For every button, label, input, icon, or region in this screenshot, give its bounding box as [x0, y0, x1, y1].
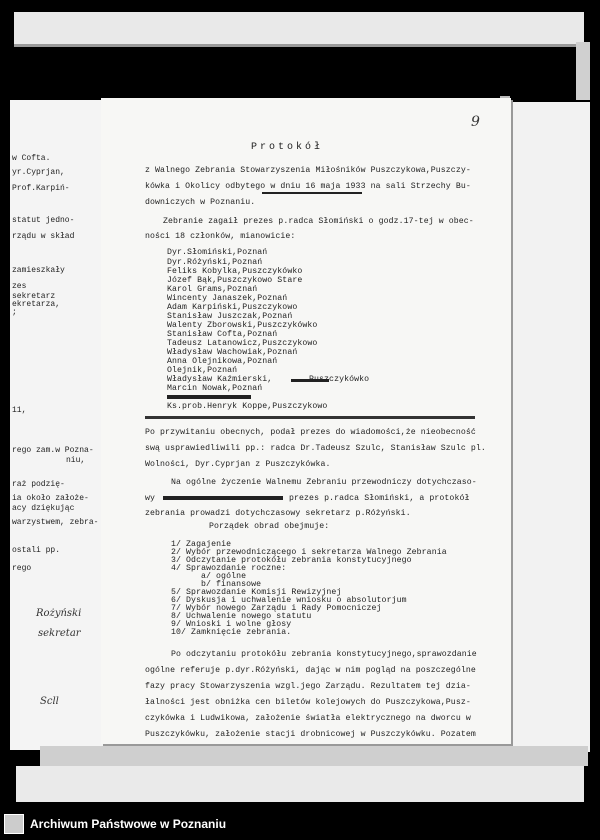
agenda-subitem: b/ finansowe: [201, 580, 262, 589]
left-page-line: sekretarz: [12, 292, 56, 301]
member-entry: Walenty Zborowski,Puszczykówko: [167, 321, 318, 330]
left-page-line: acy dziękując: [12, 504, 75, 513]
agenda-item: 6/ Dyskusja i uchwalenie wniosku o absolutorjum: [171, 596, 407, 605]
report-line: Puszczykówku, założenie stacji drobnicowej w Puszczykówku. Pozatem: [145, 730, 476, 739]
intro-line: z Walnego Zebrania Stowarzyszenia Miłośników Puszczykowa,Puszczy-: [145, 166, 471, 175]
member-entry: Tadeusz Latanowicz,Puszczykowo: [167, 339, 318, 348]
agenda-item: 4/ Sprawozdanie roczne:: [171, 564, 287, 573]
left-page-line: ekretarza,: [12, 300, 61, 309]
document-page: [101, 98, 511, 744]
excused-line: Po przywitaniu obecnych, podał prezes do wiadomości,że nieobecność: [145, 428, 476, 437]
left-page-line: ia około założe-: [12, 494, 89, 503]
left-page-line: ostali pp.: [12, 546, 61, 555]
opening-line: ności 18 członków, mianowicie:: [145, 232, 296, 241]
agenda-item: 1/ Zagajenie: [171, 540, 232, 549]
strikeout-mark: [163, 496, 283, 500]
member-entry: Józef Bąk,Puszczykowo Stare: [167, 276, 303, 285]
member-entry-location: Puszczykówko: [309, 375, 370, 384]
left-page-line: w Cofta.: [12, 154, 51, 163]
date-underline: [262, 192, 362, 194]
archive-logo-icon: [4, 814, 24, 834]
member-entry: Adam Karpiński,Puszczykowo: [167, 303, 298, 312]
member-entry: Władysław Kaźmierski,: [167, 375, 273, 384]
report-line: łalności jest obniżka cen biletów kolejowych do Puszczykowa,Pusz-: [145, 698, 471, 707]
left-page-line: warzystwem, zebra-: [12, 518, 99, 527]
agenda-item: 9/ Wnioski i wolne głosy: [171, 620, 292, 629]
left-page-line: Prof.Karpiń-: [12, 184, 70, 193]
chair-line: zebrania prowadzi dotychczasowy sekretarz p.Różyński.: [145, 509, 411, 518]
archive-name: Archiwum Państwowe w Poznaniu: [30, 817, 227, 831]
left-page-line: rządu w skład: [12, 232, 75, 241]
member-entry: Stanisław Juszczak,Poznań: [167, 312, 293, 321]
left-page-line: rego zam.w Pozna-: [12, 446, 94, 455]
film-strip-band: [40, 746, 588, 766]
left-page-line: raż podzię-: [12, 480, 65, 489]
left-page-line: zamieszkały: [12, 266, 65, 275]
left-page-line: zes: [12, 282, 27, 291]
member-entry: Marcin Nowak,Poznań: [167, 384, 263, 393]
page-number: 9: [471, 114, 480, 130]
member-entry: Olejnik,Poznań: [167, 366, 238, 375]
member-entry: Władysław Wachowiak,Poznań: [167, 348, 298, 357]
film-strip-edge: [576, 42, 590, 100]
member-entry: Feliks Kobylka,Puszczykówko: [167, 267, 303, 276]
strikeout-mark: [167, 395, 251, 399]
report-line: fazy pracy Stowarzyszenia wzgl.jego Zarządu. Rezultatem tej dzia-: [145, 682, 471, 691]
member-entry: Anna Olejnikowa,Poznań: [167, 357, 278, 366]
left-page-line: yr.Cyprjan,: [12, 168, 65, 177]
agenda-heading: Porządek obrad obejmuje:: [209, 522, 330, 531]
chair-line: Na ogólne życzenie Walnemu Zebraniu przewodniczy dotychczaso-: [171, 478, 477, 487]
agenda-item: 10/ Zamknięcie zebrania.: [171, 628, 292, 637]
report-line: ogólne referuje p.dyr.Różyński, dając w nim pogląd na poszczególne: [145, 666, 476, 675]
left-page-fragment: [10, 100, 108, 750]
member-entry: Dyr.Słomiński,Poznań: [167, 248, 268, 257]
intro-line: kówka i Okolicy odbytego w dniu 16 maja 1933 na sali Strzechy Bu-: [145, 182, 471, 191]
film-strip-top: [14, 12, 584, 47]
agenda-item: 8/ Uchwalenie nowego statutu: [171, 612, 312, 621]
section-rule: [145, 416, 475, 419]
film-strip-bottom: [16, 766, 584, 802]
excused-line: swą usprawiedliwili pp.: radca Dr.Tadeusz Szulc, Stanisław Szulc pl.: [145, 444, 486, 453]
report-line: czykówka i Ludwikowa, założenie światła elektrycznego na dworcu w: [145, 714, 471, 723]
agenda-item: 3/ Odczytanie protokółu zebrania konstytucyjnego: [171, 556, 412, 565]
member-entry: Karol Grams,Poznań: [167, 285, 258, 294]
left-page-line: 11,: [12, 406, 27, 415]
handwritten-note: sekretar: [38, 628, 81, 639]
agenda-subitem: a/ ogólne: [201, 572, 247, 581]
chair-line: prezes p.radca Słomiński, a protokół: [289, 494, 470, 503]
handwritten-signature: Rożyński: [36, 608, 82, 619]
member-entry: Dyr.Różyński,Poznań: [167, 258, 263, 267]
right-page-fragment: [506, 102, 590, 752]
member-entry: Ks.prob.Henryk Koppe,Puszczykowo: [167, 402, 328, 411]
intro-line: downiczych w Poznaniu.: [145, 198, 256, 207]
agenda-item: 2/ Wybór przewodniczącego i sekretarza Walnego Zebrania: [171, 548, 447, 557]
handwritten-signature: Scll: [40, 696, 59, 707]
archive-footer: [0, 808, 600, 840]
left-page-line: ;: [12, 308, 17, 317]
agenda-item: 5/ Sprawozdanie Komisji Rewizyjnej: [171, 588, 342, 597]
chair-line: wy: [145, 494, 156, 503]
opening-line: Zebranie zagaił prezes p.radca Słomiński o godz.17-tej w obec-: [163, 217, 474, 226]
member-entry: Stanisław Cofta,Poznań: [167, 330, 278, 339]
agenda-item: 7/ Wybór nowego Zarządu i Rady Pomocniczej: [171, 604, 382, 613]
left-page-line: niu,: [66, 456, 86, 465]
report-line: Po odczytaniu protokółu zebrania konstytucyjnego,sprawozdanie: [171, 650, 477, 659]
document-title: Protokół: [251, 142, 324, 153]
member-entry: Wincenty Janaszek,Poznań: [167, 294, 288, 303]
left-page-line: rego: [12, 564, 32, 573]
excused-line: Wolności, Dyr.Cyprjan z Puszczykówka.: [145, 460, 331, 469]
left-page-line: statut jedno-: [12, 216, 75, 225]
